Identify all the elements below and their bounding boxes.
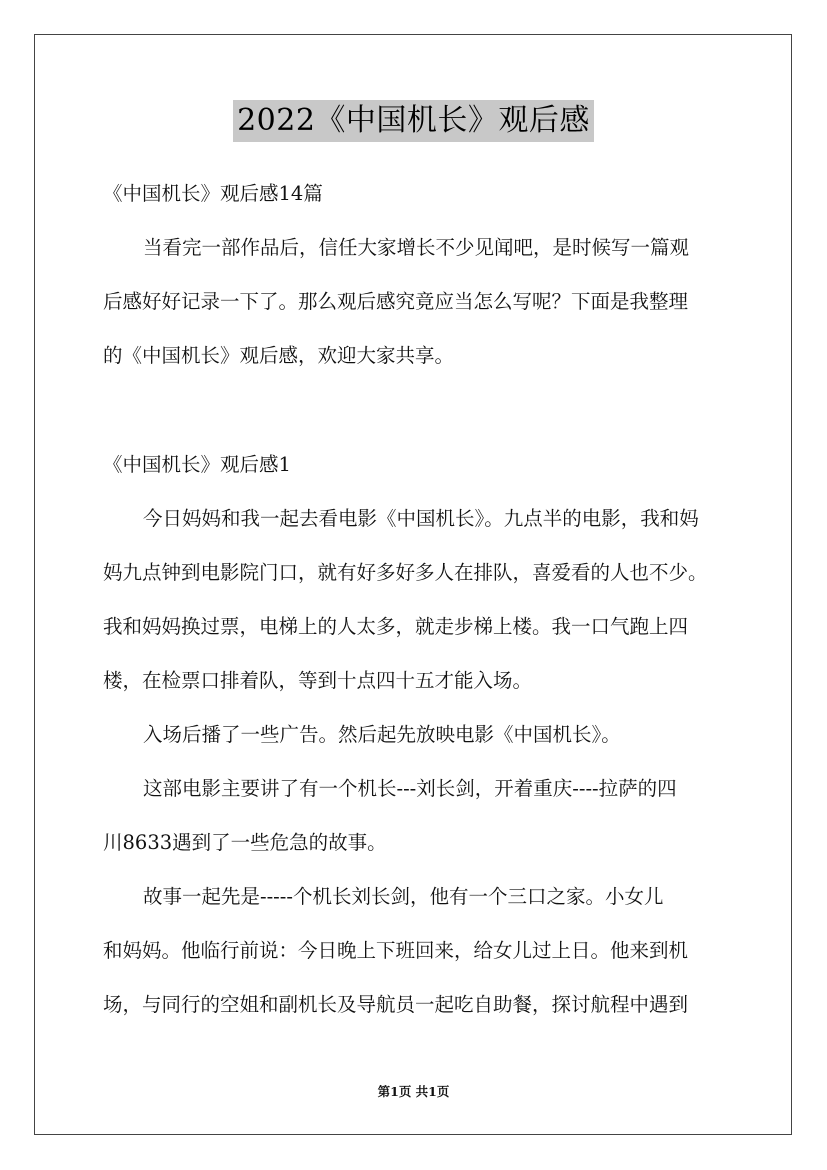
body-line-5: 入场后播了一些广告。然后起先放映电影《中国机长》。 <box>143 723 621 746</box>
title-container <box>0 100 827 142</box>
body-line-1: 今日妈妈和我一起去看电影《中国机长》。九点半的电影，我和妈 <box>143 507 699 530</box>
body-line-8: 故事一起先是-----个机长刘长剑，他有一个三口之家。小女儿 <box>143 885 664 908</box>
body-line-10: 场，与同行的空姐和副机长及导航员一起吃自助餐，探讨航程中遇到 <box>103 993 689 1016</box>
body-line-4: 楼，在检票口排着队，等到十点四十五才能入场。 <box>103 669 533 692</box>
body-line-7: 川8633遇到了一些危急的故事。 <box>103 831 387 854</box>
intro-line-1: 当看完一部作品后，信任大家增长不少见闻吧，是时候写一篇观 <box>143 236 690 259</box>
section-heading: 《中国机长》观后感1 <box>103 453 291 476</box>
intro-line-2: 后感好好记录一下了。那么观后感究竟应当怎么写呢？下面是我整理 <box>103 290 689 313</box>
subtitle: 《中国机长》观后感14篇 <box>103 182 323 205</box>
body-line-9: 和妈妈。他临行前说：今日晚上下班回来，给女儿过上日。他来到机 <box>103 939 689 962</box>
body-line-6: 这部电影主要讲了有一个机长---刘长剑，开着重庆----拉萨的四 <box>143 777 677 800</box>
body-line-3: 我和妈妈换过票，电梯上的人太多，就走步梯上楼。我一口气跑上四 <box>103 615 689 638</box>
intro-line-3: 的《中国机长》观后感，欢迎大家共享。 <box>103 344 455 367</box>
page-footer: 第1页 共1页 <box>377 1084 450 1099</box>
document-title: 2022《中国机长》观后感 <box>233 100 594 142</box>
body-line-2: 妈九点钟到电影院门口，就有好多好多人在排队，喜爱看的人也不少。 <box>103 561 708 584</box>
